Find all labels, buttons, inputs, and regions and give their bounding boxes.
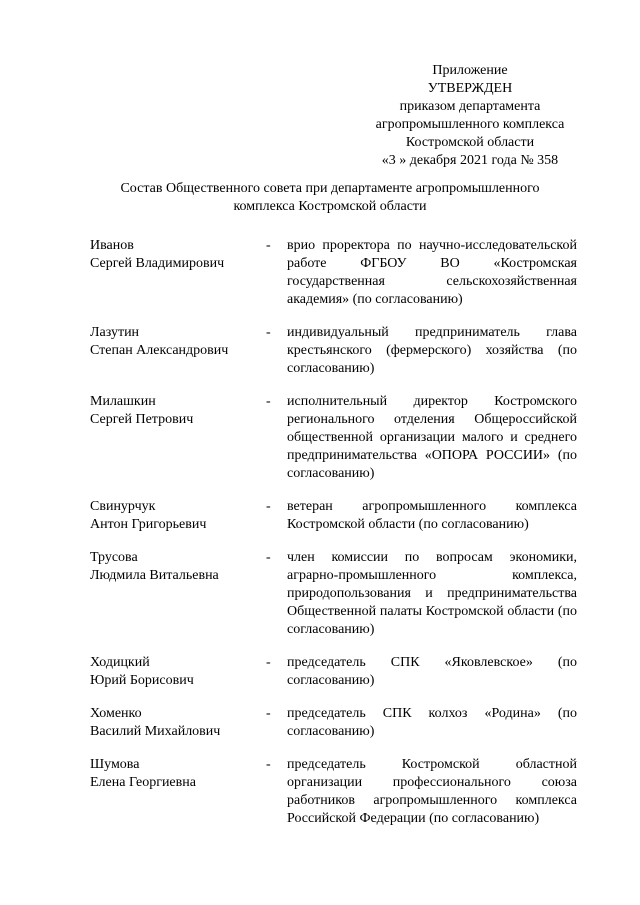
member-dash: -: [266, 706, 271, 721]
member-name: [90, 237, 266, 309]
member-name: [90, 549, 266, 639]
member-role: ветеран агропромышленного комплекса Костромской области (по согласованию): [287, 499, 577, 532]
document-title-line-2: комплекса Костромской области: [233, 199, 427, 214]
member-given-names: Елена Георгиевна: [90, 775, 196, 790]
member-surname: Милашкин: [90, 394, 156, 409]
member-surname: Трусова: [90, 550, 138, 565]
department-label: агропромышленного комплекса: [375, 117, 565, 132]
member-surname: Свинурчук: [90, 499, 156, 514]
member-name: [90, 756, 266, 828]
member-role: врио проректора по научно-исследовательской работе ФГБОУ ВО «Костромская государственная сельскохозяйственная академия» (по согласованию): [287, 238, 577, 307]
member-role: председатель СПК колхоз «Родина» (по согласованию): [287, 706, 577, 739]
approval-block: [360, 62, 580, 170]
member-name: [90, 393, 266, 483]
member-surname: Иванов: [90, 238, 134, 253]
member-name: [90, 705, 266, 741]
member-dash: -: [266, 394, 271, 409]
member-khoditsky: [90, 654, 580, 690]
member-role: индивидуальный предприниматель глава крестьянского (фермерского) хозяйства (по согласованию): [287, 325, 577, 376]
member-given-names: Степан Александрович: [90, 343, 229, 358]
region-label: Костромской области: [405, 135, 535, 150]
document-title-line-1: Состав Общественного совета при департаменте агропромышленного: [120, 181, 540, 196]
member-svinurchuk: [90, 498, 580, 534]
member-surname: Лазутин: [90, 325, 140, 340]
member-role: председатель СПК «Яковлевское» (по согласованию): [287, 655, 577, 688]
member-dash: -: [266, 238, 271, 253]
member-dash: -: [266, 655, 271, 670]
member-name: [90, 498, 266, 534]
member-given-names: Василий Михайлович: [90, 724, 221, 739]
member-dash: -: [266, 499, 271, 514]
member-lazutin: [90, 324, 580, 378]
member-role: исполнительный директор Костромского регионального отделения Общероссийской общественной организации малого и среднего предпринимательства «ОПОРА РОССИИ» (по согласованию): [287, 394, 577, 481]
order-date: «3 » декабря 2021 года № 358: [381, 153, 559, 168]
member-surname: Ходицкий: [90, 655, 150, 670]
members-list: [90, 237, 580, 843]
member-given-names: Антон Григорьевич: [90, 517, 207, 532]
member-milashkin: [90, 393, 580, 483]
approved-label: УТВЕРЖДЕН: [427, 81, 513, 96]
member-khomenko: [90, 705, 580, 741]
order-label: приказом департамента: [399, 99, 541, 114]
appendix-label: Приложение: [432, 63, 508, 78]
member-ivanov: [90, 237, 580, 309]
member-given-names: Людмила Витальевна: [90, 568, 219, 583]
document-title: [90, 180, 570, 216]
member-role: председатель Костромской областной организации профессионального союза работников агропромышленного комплекса Российской Федерации (по согласованию): [287, 757, 577, 826]
member-surname: Хоменко: [90, 706, 142, 721]
member-given-names: Юрий Борисович: [90, 673, 194, 688]
member-trusova: [90, 549, 580, 639]
member-dash: -: [266, 550, 271, 565]
member-shumova: [90, 756, 580, 828]
member-dash: -: [266, 757, 271, 772]
member-given-names: Сергей Петрович: [90, 412, 194, 427]
member-dash: -: [266, 325, 271, 340]
member-surname: Шумова: [90, 757, 140, 772]
member-role: член комиссии по вопросам экономики, аграрно-промышленного комплекса, природопользования и предпринимательства Общественной палаты Костромской области (по согласованию): [287, 550, 577, 637]
member-given-names: Сергей Владимирович: [90, 256, 225, 271]
member-name: [90, 654, 266, 690]
member-name: [90, 324, 266, 378]
